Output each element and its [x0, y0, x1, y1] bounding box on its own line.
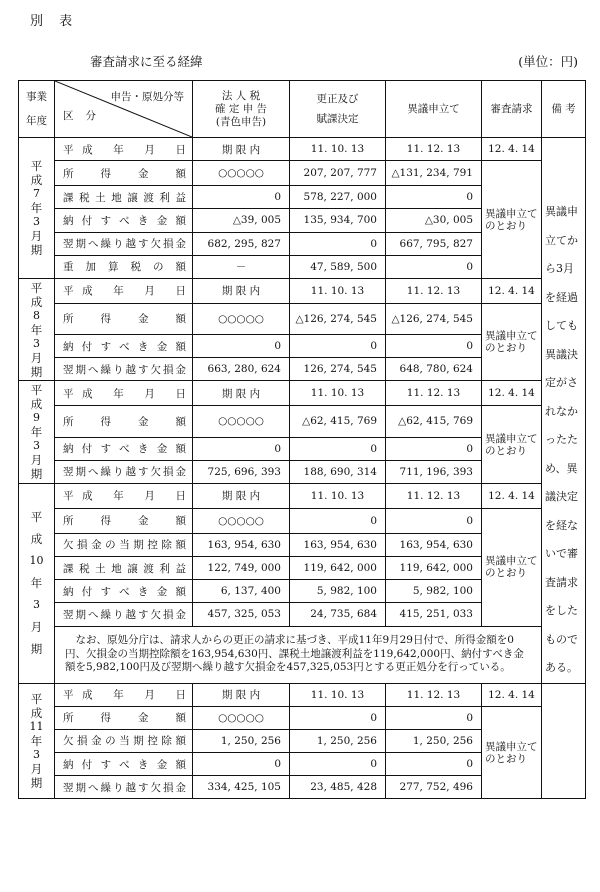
correction-value: 119, 642, 000 — [290, 556, 386, 579]
period-note: なお、原処分庁は、請求人からの更正の請求に基づき、平成11年9月29日付で、所得金額を0円、欠損金の当期控除額を163,954,630円、課税土地譲渡利益を119,642,000円、納付すべき金額を5,982,100円及び翌期へ繰り越す欠損金を457,325,053円とする更正処分を行っている。 — [55, 626, 542, 683]
correction-value: 163, 954, 630 — [290, 533, 386, 556]
filing-value: 663, 280, 624 — [193, 358, 290, 381]
fiscal-year-char: 10 — [29, 554, 44, 568]
review-date: 12. 4. 14 — [482, 483, 542, 508]
fiscal-year-char: 年 — [30, 322, 43, 337]
filing-value: － — [193, 255, 290, 278]
filing-value: ○○○○○ — [193, 303, 290, 334]
correction-value: 1, 250, 256 — [290, 729, 386, 752]
correction-value: 11. 10. 13 — [290, 278, 386, 303]
objection-value: 11. 12. 13 — [386, 483, 482, 508]
header-correction-l1: 更正及び — [316, 93, 359, 105]
row-label: 納付すべき金額 — [55, 753, 193, 776]
correction-value: 11. 10. 13 — [290, 483, 386, 508]
correction-value: △62, 415, 769 — [290, 406, 386, 437]
table-row — [19, 483, 586, 508]
correction-value: 0 — [290, 508, 386, 533]
objection-value: 0 — [386, 186, 482, 209]
fiscal-year-char: 11 — [29, 719, 44, 733]
correction-value: 11. 10. 13 — [290, 381, 386, 406]
table-row — [19, 706, 586, 729]
fiscal-year-char: 成 — [30, 172, 43, 187]
unit-label: (単位：円) — [518, 54, 578, 69]
remarks-cell: 異議申立てから3月を経過しても異議決定がされなかったため、異議決定を経ないで審査請求をしたものである。 — [542, 138, 586, 684]
fiscal-year-char: 年 — [30, 425, 43, 440]
fiscal-year-char: 期 — [30, 364, 43, 379]
objection-value: 0 — [386, 753, 482, 776]
table-row — [19, 161, 586, 186]
objection-value: 1, 250, 256 — [386, 729, 482, 752]
fiscal-year-char: 成 — [30, 294, 43, 309]
fiscal-year-char: 平 — [30, 383, 43, 398]
correction-value: 0 — [290, 335, 386, 358]
header-fiscal-year-line1: 事業 — [26, 91, 47, 103]
objection-value: △131, 234, 791 — [386, 161, 482, 186]
objection-value: 0 — [386, 508, 482, 533]
table-row — [19, 278, 586, 303]
row-label: 平成 年 月 日 — [55, 683, 193, 706]
row-label: 欠損金の当期控除額 — [55, 533, 193, 556]
fiscal-year-char: 年 — [30, 576, 43, 591]
review-note: 異議申立てのとおり — [482, 706, 542, 799]
review-note: 異議申立てのとおり — [482, 303, 542, 381]
objection-value: 0 — [386, 437, 482, 460]
review-note: 異議申立てのとおり — [482, 161, 542, 279]
objection-value: 0 — [386, 255, 482, 278]
fiscal-year-char: 7 — [33, 186, 40, 200]
filing-value: 期 限 内 — [193, 683, 290, 706]
filing-value: 682, 295, 827 — [193, 232, 290, 255]
row-label: 課税土地譲渡利益 — [55, 186, 193, 209]
row-label: 所 得 金 額 — [55, 406, 193, 437]
table-row — [19, 683, 586, 706]
row-label: 納付すべき金額 — [55, 209, 193, 232]
fiscal-year-cell — [19, 138, 55, 279]
row-label: 翌期へ繰り越す欠損金 — [55, 603, 193, 626]
table-row — [19, 381, 586, 406]
correction-value: 0 — [290, 706, 386, 729]
objection-value: △62, 415, 769 — [386, 406, 482, 437]
header-objection: 異議申立て — [386, 81, 482, 138]
filing-value: 457, 325, 053 — [193, 603, 290, 626]
correction-value: 5, 982, 100 — [290, 580, 386, 603]
row-label: 平成 年 月 日 — [55, 138, 193, 161]
objection-value: 711, 196, 393 — [386, 460, 482, 483]
note-row — [19, 626, 586, 683]
document-title: 審査請求に至る経緯 — [90, 54, 203, 69]
fiscal-year-char: 3 — [33, 747, 40, 761]
fiscal-year-char: 月 — [30, 620, 43, 635]
objection-value: 11. 12. 13 — [386, 278, 482, 303]
objection-value: 119, 642, 000 — [386, 556, 482, 579]
header-diag-bottom: 区分 — [63, 110, 108, 122]
correction-value: 207, 207, 777 — [290, 161, 386, 186]
correction-value: 11. 10. 13 — [290, 138, 386, 161]
fiscal-year-char: 月 — [30, 228, 43, 243]
fiscal-year-cell — [19, 278, 55, 381]
objection-value: 5, 982, 100 — [386, 580, 482, 603]
table-row — [19, 303, 586, 334]
objection-value: 0 — [386, 706, 482, 729]
review-date: 12. 4. 14 — [482, 278, 542, 303]
fiscal-year-char: 成 — [30, 532, 43, 547]
filing-value: 期 限 内 — [193, 381, 290, 406]
objection-value: 667, 795, 827 — [386, 232, 482, 255]
filing-value: 0 — [193, 437, 290, 460]
fiscal-year-char: 平 — [30, 158, 43, 173]
header-diagonal-cell — [55, 81, 193, 138]
filing-value: 6, 137, 400 — [193, 580, 290, 603]
fiscal-year-char: 年 — [30, 733, 43, 748]
correction-value: 126, 274, 545 — [290, 358, 386, 381]
row-label: 欠損金の当期控除額 — [55, 729, 193, 752]
fiscal-year-cell — [19, 683, 55, 799]
row-label: 所 得 金 額 — [55, 508, 193, 533]
table-row — [19, 406, 586, 437]
objection-value: 11. 12. 13 — [386, 138, 482, 161]
filing-value: ○○○○○ — [193, 706, 290, 729]
fiscal-year-char: 3 — [33, 439, 40, 453]
fiscal-year-char: 期 — [30, 642, 43, 657]
correction-value: 135, 934, 700 — [290, 209, 386, 232]
header-correction-l2: 賦課決定 — [316, 113, 359, 125]
fiscal-year-char: 期 — [30, 467, 43, 482]
correction-value: 23, 485, 428 — [290, 776, 386, 799]
correction-value: 24, 735, 684 — [290, 603, 386, 626]
objection-value: 415, 251, 033 — [386, 603, 482, 626]
review-note: 異議申立てのとおり — [482, 406, 542, 484]
review-date: 12. 4. 14 — [482, 683, 542, 706]
filing-value: 1, 250, 256 — [193, 729, 290, 752]
fiscal-year-char: 平 — [30, 510, 43, 525]
filing-value: △39, 005 — [193, 209, 290, 232]
fiscal-year-char: 期 — [30, 775, 43, 790]
fiscal-year-char: 成 — [30, 397, 43, 412]
row-label: 所 得 金 額 — [55, 706, 193, 729]
review-history-table — [18, 80, 586, 799]
header-fiscal-year — [19, 81, 55, 138]
row-label: 納付すべき金額 — [55, 335, 193, 358]
fiscal-year-char: 3 — [33, 336, 40, 350]
row-label: 平成 年 月 日 — [55, 483, 193, 508]
row-label: 翌期へ繰り越す欠損金 — [55, 460, 193, 483]
header-filing-l1: 法 人 税 — [221, 89, 261, 102]
filing-value: 0 — [193, 186, 290, 209]
header-filing-l3: (青色申告) — [215, 115, 267, 128]
fiscal-year-char: 平 — [30, 691, 43, 706]
fiscal-year-cell — [19, 381, 55, 484]
filing-value: ○○○○○ — [193, 406, 290, 437]
document-label: 別 表 — [30, 14, 79, 29]
row-label: 翌期へ繰り越す欠損金 — [55, 232, 193, 255]
header-correction — [290, 81, 386, 138]
header-filing — [193, 81, 290, 138]
filing-value: 期 限 内 — [193, 278, 290, 303]
correction-value: 47, 589, 500 — [290, 255, 386, 278]
filing-value: 期 限 内 — [193, 138, 290, 161]
table-row — [19, 138, 586, 161]
fiscal-year-char: 8 — [33, 308, 40, 322]
filing-value: 163, 954, 630 — [193, 533, 290, 556]
review-note: 異議申立てのとおり — [482, 508, 542, 626]
objection-value: 163, 954, 630 — [386, 533, 482, 556]
objection-value: 0 — [386, 335, 482, 358]
row-label: 所 得 金 額 — [55, 161, 193, 186]
row-label: 翌期へ繰り越す欠損金 — [55, 776, 193, 799]
filing-value: 122, 749, 000 — [193, 556, 290, 579]
row-label: 翌期へ繰り越す欠損金 — [55, 358, 193, 381]
correction-value: 0 — [290, 753, 386, 776]
header-remarks: 備 考 — [542, 81, 586, 138]
header-review: 審査請求 — [482, 81, 542, 138]
review-date: 12. 4. 14 — [482, 381, 542, 406]
row-label: 平成 年 月 日 — [55, 381, 193, 406]
row-label: 重加算税の額 — [55, 255, 193, 278]
filing-value: 725, 696, 393 — [193, 460, 290, 483]
fiscal-year-char: 月 — [30, 453, 43, 468]
filing-value: 334, 425, 105 — [193, 776, 290, 799]
remarks-blank — [542, 683, 586, 799]
correction-value: 578, 227, 000 — [290, 186, 386, 209]
table-header-row — [19, 81, 586, 138]
table-row — [19, 508, 586, 533]
fiscal-year-char: 3 — [33, 214, 40, 228]
header-fiscal-year-line2: 年度 — [26, 115, 47, 127]
objection-value: 11. 12. 13 — [386, 381, 482, 406]
row-label: 平成 年 月 日 — [55, 278, 193, 303]
fiscal-year-char: 月 — [30, 350, 43, 365]
review-date: 12. 4. 14 — [482, 138, 542, 161]
objection-value: 277, 752, 496 — [386, 776, 482, 799]
fiscal-year-cell — [19, 483, 55, 683]
fiscal-year-char: 成 — [30, 705, 43, 720]
fiscal-year-char: 3 — [33, 598, 40, 612]
header-diag-top: 申告・原処分等 — [110, 91, 184, 103]
row-label: 納付すべき金額 — [55, 580, 193, 603]
fiscal-year-char: 月 — [30, 761, 43, 776]
fiscal-year-char: 年 — [30, 200, 43, 215]
row-label: 納付すべき金額 — [55, 437, 193, 460]
correction-value: 11. 10. 13 — [290, 683, 386, 706]
row-label: 課税土地譲渡利益 — [55, 556, 193, 579]
objection-value: 648, 780, 624 — [386, 358, 482, 381]
filing-value: ○○○○○ — [193, 508, 290, 533]
header-filing-l2: 確 定 申 告 — [214, 102, 267, 115]
fiscal-year-char: 9 — [33, 411, 40, 425]
filing-value: 0 — [193, 335, 290, 358]
filing-value: 0 — [193, 753, 290, 776]
correction-value: 0 — [290, 437, 386, 460]
filing-value: ○○○○○ — [193, 161, 290, 186]
correction-value: 0 — [290, 232, 386, 255]
fiscal-year-char: 期 — [30, 242, 43, 257]
objection-value: 11. 12. 13 — [386, 683, 482, 706]
correction-value: 188, 690, 314 — [290, 460, 386, 483]
fiscal-year-char: 平 — [30, 280, 43, 295]
objection-value: △30, 005 — [386, 209, 482, 232]
objection-value: △126, 274, 545 — [386, 303, 482, 334]
filing-value: 期 限 内 — [193, 483, 290, 508]
row-label: 所 得 金 額 — [55, 303, 193, 334]
correction-value: △126, 274, 545 — [290, 303, 386, 334]
